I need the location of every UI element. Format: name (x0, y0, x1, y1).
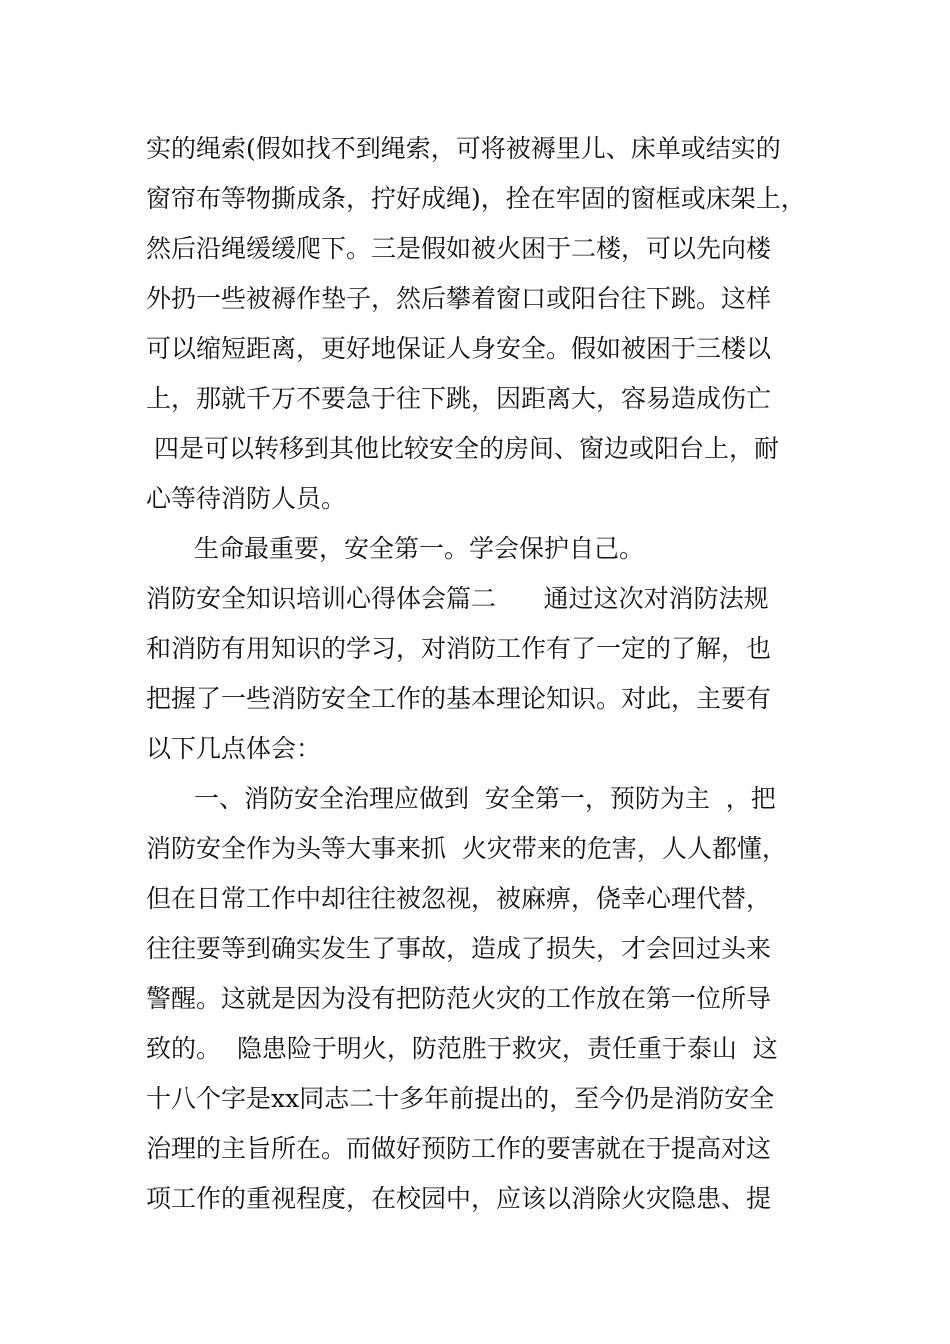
paragraph-first-line: 生命最重要，安全第一。学会保护自己。 (194, 534, 645, 563)
text-line: 外扔一些被褥作垫子，然后攀着窗口或阳台往下跳。这样 (146, 284, 772, 313)
text-line: 治理的主旨所在。而做好预防工作的要害就在于提高对这 (146, 1134, 772, 1163)
text-line: 警醒。这就是因为没有把防范火灾的工作放在第一位所导 (146, 984, 772, 1013)
text-line: 然后沿绳缓缓爬下。三是假如被火困于二楼，可以先向楼 (146, 234, 772, 263)
text-line: 四是可以转移到其他比较安全的房间、窗边或阳台上，耐 (146, 434, 779, 463)
text-line: 消防安全作为头等大事来抓 火灾带来的危害，人人都懂， (146, 834, 787, 863)
text-line: 可以缩短距离，更好地保证人身安全。假如被困于三楼以 (146, 334, 772, 363)
text-line: 心等待消防人员。 (146, 484, 347, 513)
text-line: 但在日常工作中却往往被忽视，被麻痹，侥幸心理代替， (146, 884, 772, 913)
text-line: 和消防有用知识的学习，对消防工作有了一定的了解，也 (146, 634, 772, 663)
text-line: 把握了一些消防安全工作的基本理论知识。对此，主要有 (146, 684, 772, 713)
text-line: 以下几点体会： (146, 734, 322, 763)
paragraph-first-line: 一、消防安全治理应做到 安全第一，预防为主 ，把 (194, 784, 776, 813)
text-line: 实的绳索(假如找不到绳索，可将被褥里儿、床单或结实的 (146, 134, 781, 163)
text-line: 项工作的重视程度，在校园中，应该以消除火灾隐患、提 (146, 1184, 772, 1213)
section-heading-line: 消防安全知识培训心得体会篇二 通过这次对消防法规 (146, 584, 769, 613)
text-line: 窗帘布等物撕成条，拧好成绳)，拴在牢固的窗框或床架上， (146, 184, 806, 213)
text-line: 十八个字是xx同志二十多年前提出的，至今仍是消防安全 (146, 1084, 775, 1113)
text-line: 致的。 隐患险于明火，防范胜于救灾，责任重于泰山 这 (146, 1034, 778, 1063)
text-line: 往往要等到确实发生了事故，造成了损失，才会回过头来 (146, 934, 772, 963)
text-line: 上，那就千万不要急于往下跳，因距离大，容易造成伤亡 (146, 384, 772, 413)
